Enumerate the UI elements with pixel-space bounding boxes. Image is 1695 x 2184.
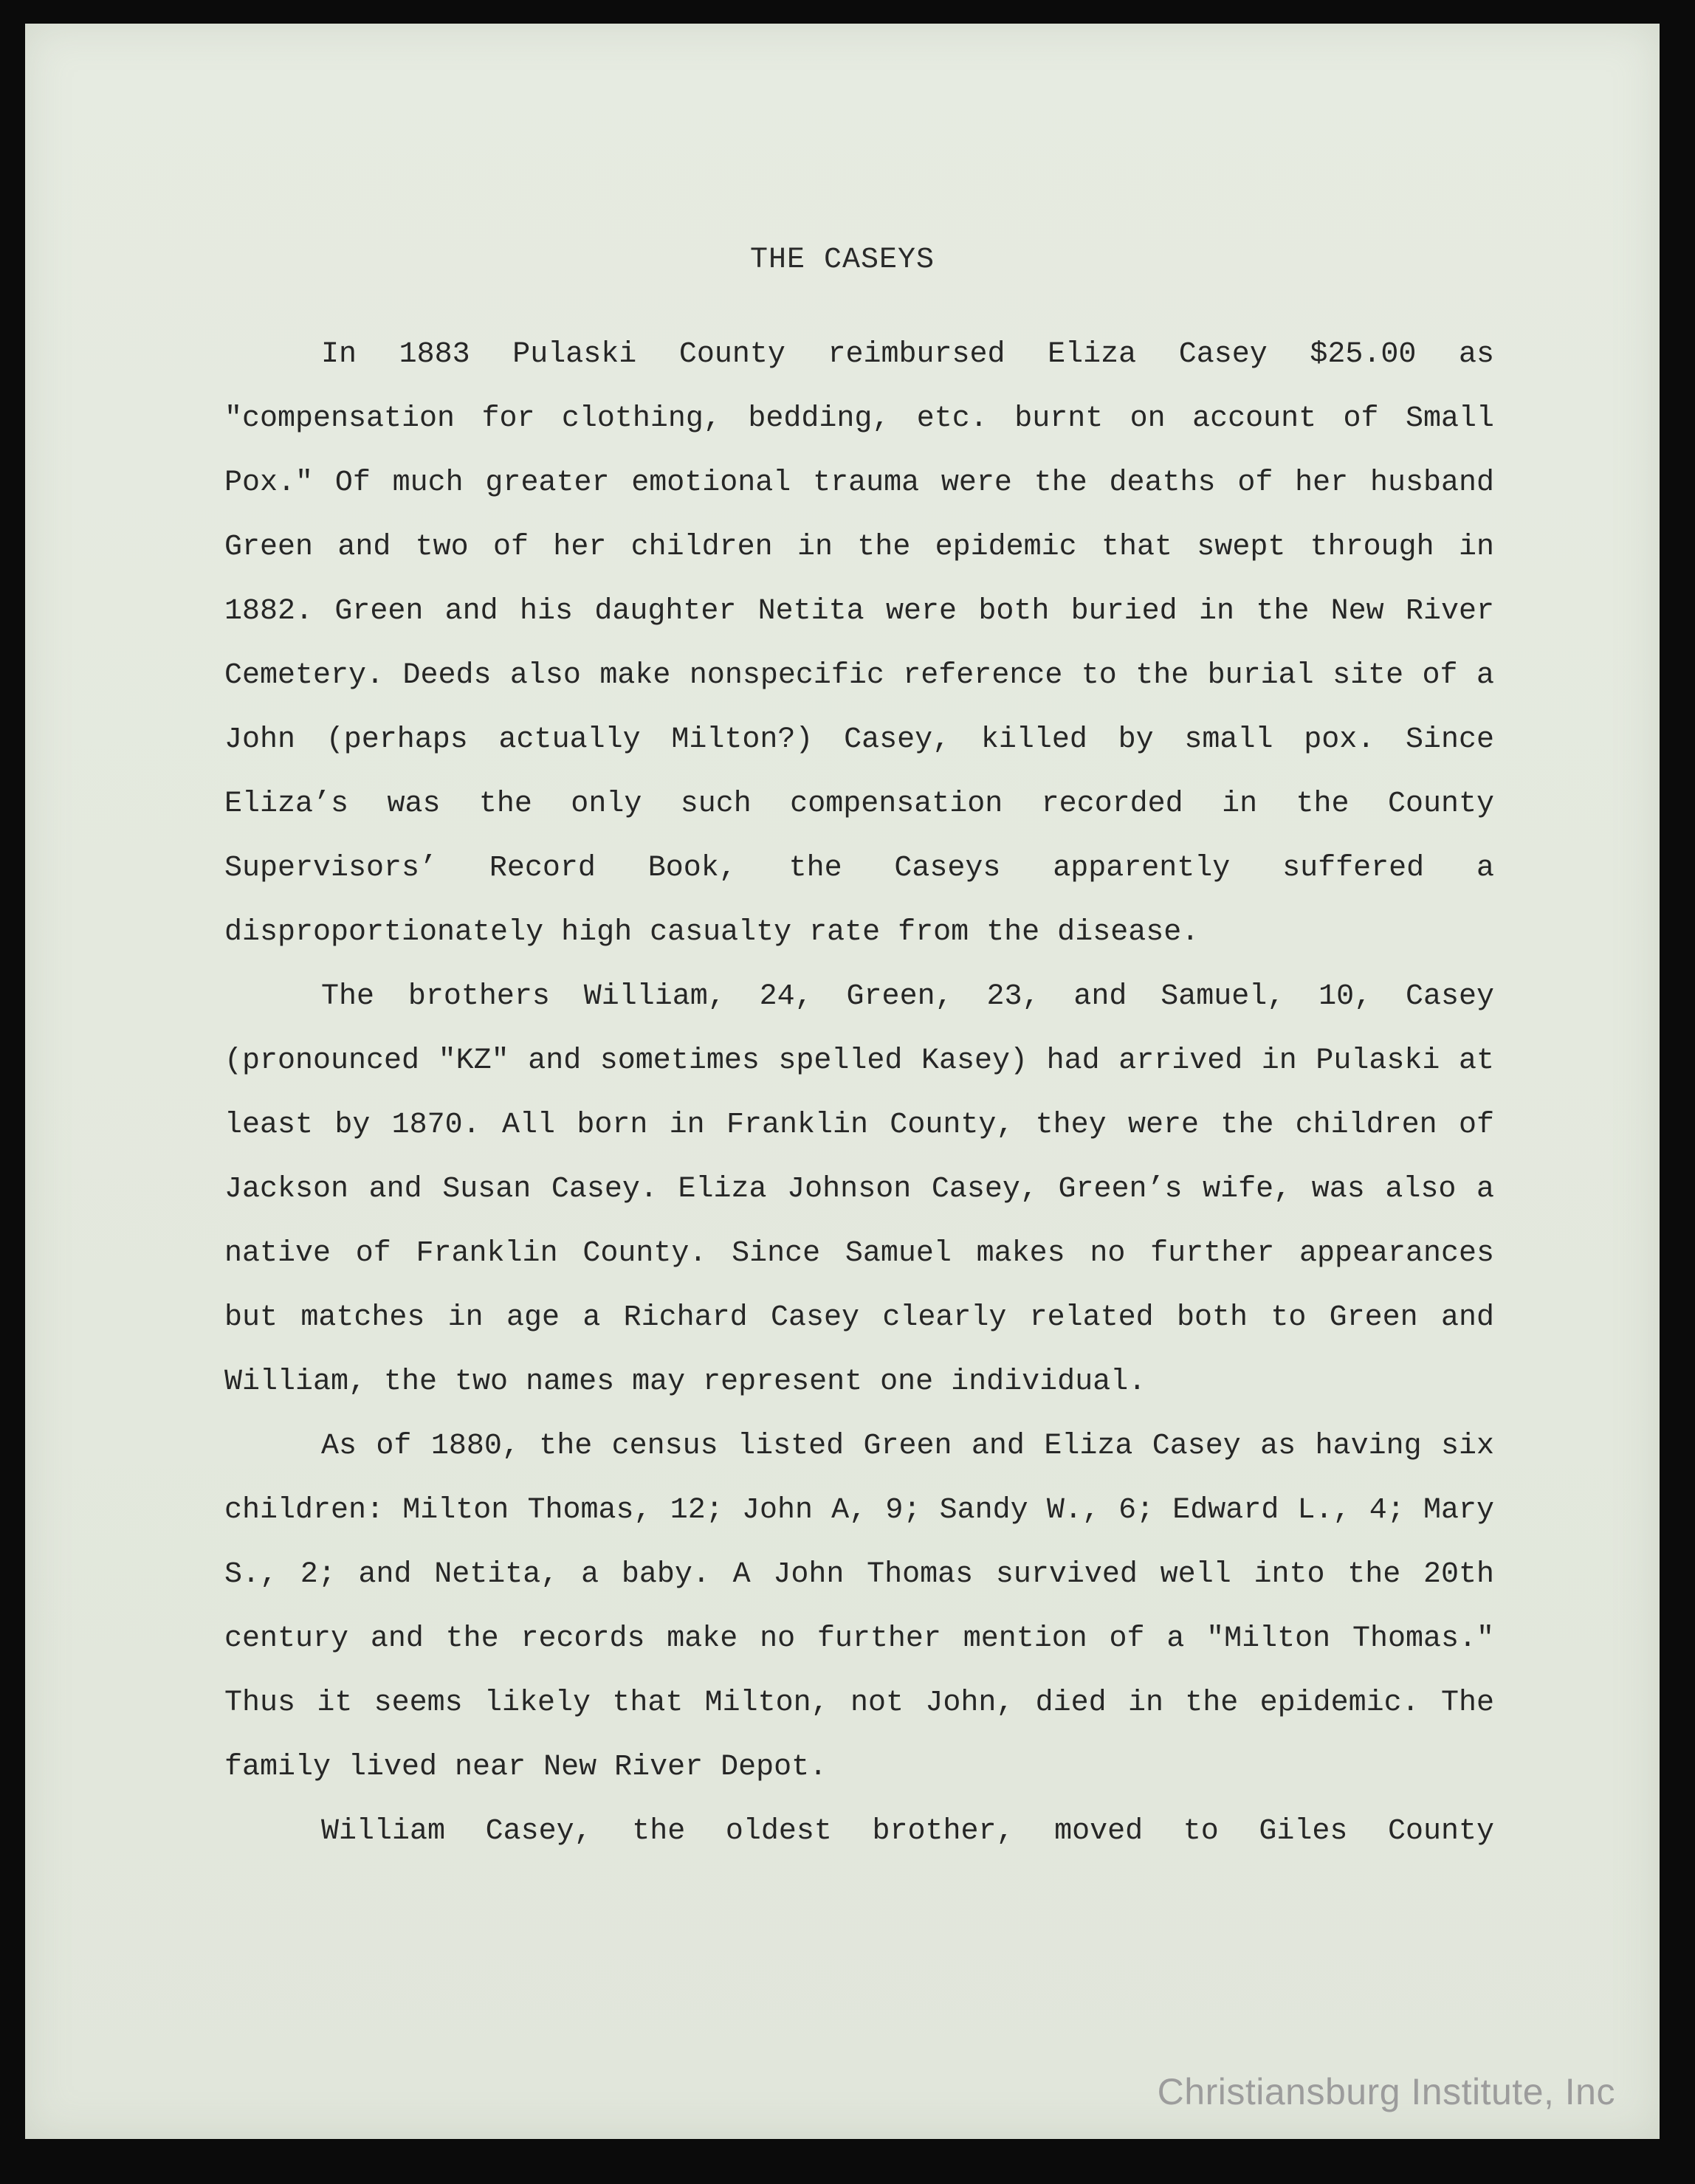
page-title: THE CASEYS (749, 244, 935, 277)
paragraph-smallpox: In 1883 Pulaski County reimbursed Eliza Casey $25.00 as "compensation for clothing, bedding, etc. burnt on account of Small Pox." Of much greater emotional trauma were the deaths of her husband Green and two of her children in the epidemic that swept through in 1882. Green and his daughter Netita were both buried in the New River Cemetery. Deeds also make nonspecific reference to the burial site of a John (perhaps actually Milton?) Casey, killed by small pox. Since Eliza’s was the only such compensation recorded in the County Supervisors’ Record Book, the Caseys apparently suffered a disproportionately high casualty rate from the disease. (224, 338, 1494, 949)
watermark: Christiansburg Institute, Inc (1157, 2071, 1615, 2112)
document-page (25, 24, 1660, 2139)
paragraph-brothers: The brothers William, 24, Green, 23, and Samuel, 10, Casey (pronounced "KZ" and sometimes spelled Kasey) had arrived in Pulaski at least by 1870. All born in Franklin County, they were the children of Jackson and Susan Casey. Eliza Johnson Casey, Green’s wife, was also a native of Franklin County. Since Samuel makes no further appearances but matches in age a Richard Casey clearly related both to Green and William, the two names may represent one individual. (224, 980, 1494, 1399)
paragraph-william: William Casey, the oldest brother, moved to Giles County (321, 1815, 1494, 1848)
document-body (224, 323, 1494, 1864)
paragraph-census: As of 1880, the census listed Green and Eliza Casey as having six children: Milton Thomas, 12; John A, 9; Sandy W., 6; Edward L., 4; Mary S., 2; and Netita, a baby. A John Thomas survived well into the 20th century and the records make no further mention of a "Milton Thomas." Thus it seems likely that Milton, not John, died in the epidemic. The family lived near New River Depot. (224, 1430, 1494, 1784)
